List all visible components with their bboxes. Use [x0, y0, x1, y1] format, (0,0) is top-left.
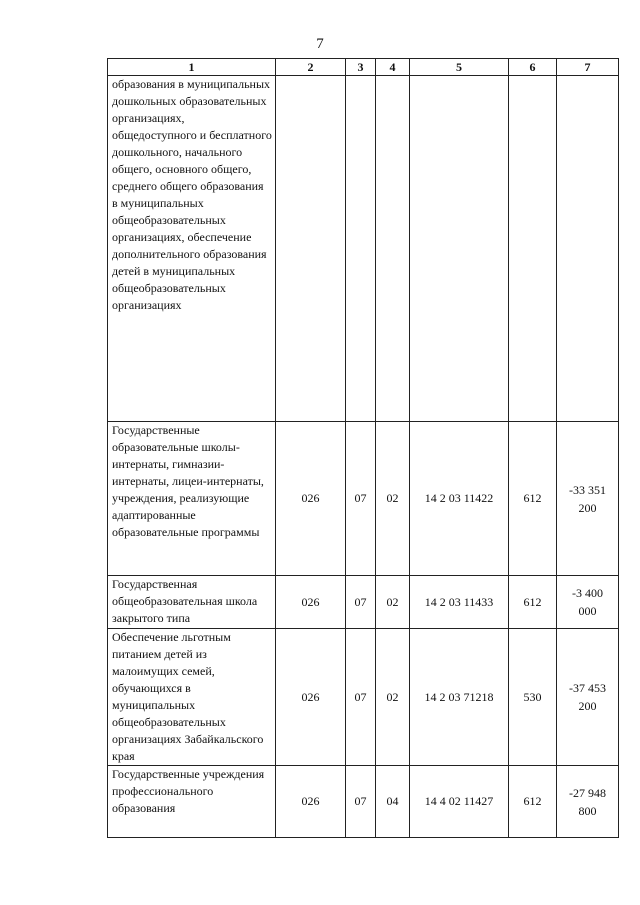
row-expense-type: 612 — [509, 766, 557, 838]
row-amount-value: -37 453 200 — [569, 681, 606, 713]
budget-table — [107, 58, 619, 838]
row-subsection: 04 — [376, 766, 410, 838]
header-col-7: 7 — [557, 59, 619, 76]
table-row — [108, 422, 619, 576]
row-expense-type: 530 — [509, 629, 557, 766]
row-name: Государственные образовательные школы-интернаты, гимназии-интернаты, лицеи-интернаты, учреждения, реализующие адаптированные образовательные программы — [108, 422, 276, 576]
row-section: 07 — [346, 576, 376, 629]
row-expense-type: 612 — [509, 576, 557, 629]
row-subsection: 02 — [376, 422, 410, 576]
header-col-5: 5 — [410, 59, 509, 76]
header-col-6: 6 — [509, 59, 557, 76]
row-subsection: 02 — [376, 629, 410, 766]
row-amount — [557, 629, 619, 766]
row-admin-code — [276, 76, 346, 422]
row-admin-code: 026 — [276, 422, 346, 576]
row-amount-value: -33 351 200 — [569, 482, 606, 515]
row-target-code: 14 4 02 11427 — [410, 766, 509, 838]
row-expense-type: 612 — [509, 422, 557, 576]
row-amount — [557, 422, 619, 576]
row-target-code: 14 2 03 11433 — [410, 576, 509, 629]
row-target-code: 14 2 03 71218 — [410, 629, 509, 766]
row-subsection: 02 — [376, 576, 410, 629]
row-section: 07 — [346, 422, 376, 576]
header-col-3: 3 — [346, 59, 376, 76]
page-number: 7 — [316, 36, 324, 52]
row-amount — [557, 766, 619, 838]
table-row — [108, 766, 619, 838]
row-section — [346, 76, 376, 422]
row-admin-code: 026 — [276, 629, 346, 766]
table-row — [108, 76, 619, 422]
row-amount — [557, 76, 619, 422]
header-col-1: 1 — [108, 59, 276, 76]
header-col-2: 2 — [276, 59, 346, 76]
row-admin-code: 026 — [276, 766, 346, 838]
row-name: Государственная общеобразовательная школа закрытого типа — [108, 576, 276, 629]
row-expense-type — [509, 76, 557, 422]
table-row — [108, 629, 619, 766]
row-amount-value: -27 948 800 — [569, 785, 606, 818]
row-name: Государственные учреждения профессионального образования — [108, 766, 276, 838]
row-section: 07 — [346, 629, 376, 766]
header-row — [108, 59, 619, 76]
row-admin-code: 026 — [276, 576, 346, 629]
row-amount — [557, 576, 619, 629]
row-name: Обеспечение льготным питанием детей из малоимущих семей, обучающихся в муниципальных общеобразовательных организациях Забайкальского края — [108, 629, 276, 766]
table-row — [108, 576, 619, 629]
row-target-code — [410, 76, 509, 422]
row-amount-value: -3 400 000 — [572, 586, 603, 618]
row-subsection — [376, 76, 410, 422]
header-col-4: 4 — [376, 59, 410, 76]
row-name: образования в муниципальных дошкольных образовательных организациях, общедоступного и бесплатного дошкольного, начального общего, основного общего, среднего общего образования в муниципальных общеобразовательных организациях, обеспечение дополнительного образования детей в муниципальных общеобразовательных организациях — [108, 76, 276, 422]
row-target-code: 14 2 03 11422 — [410, 422, 509, 576]
row-section: 07 — [346, 766, 376, 838]
